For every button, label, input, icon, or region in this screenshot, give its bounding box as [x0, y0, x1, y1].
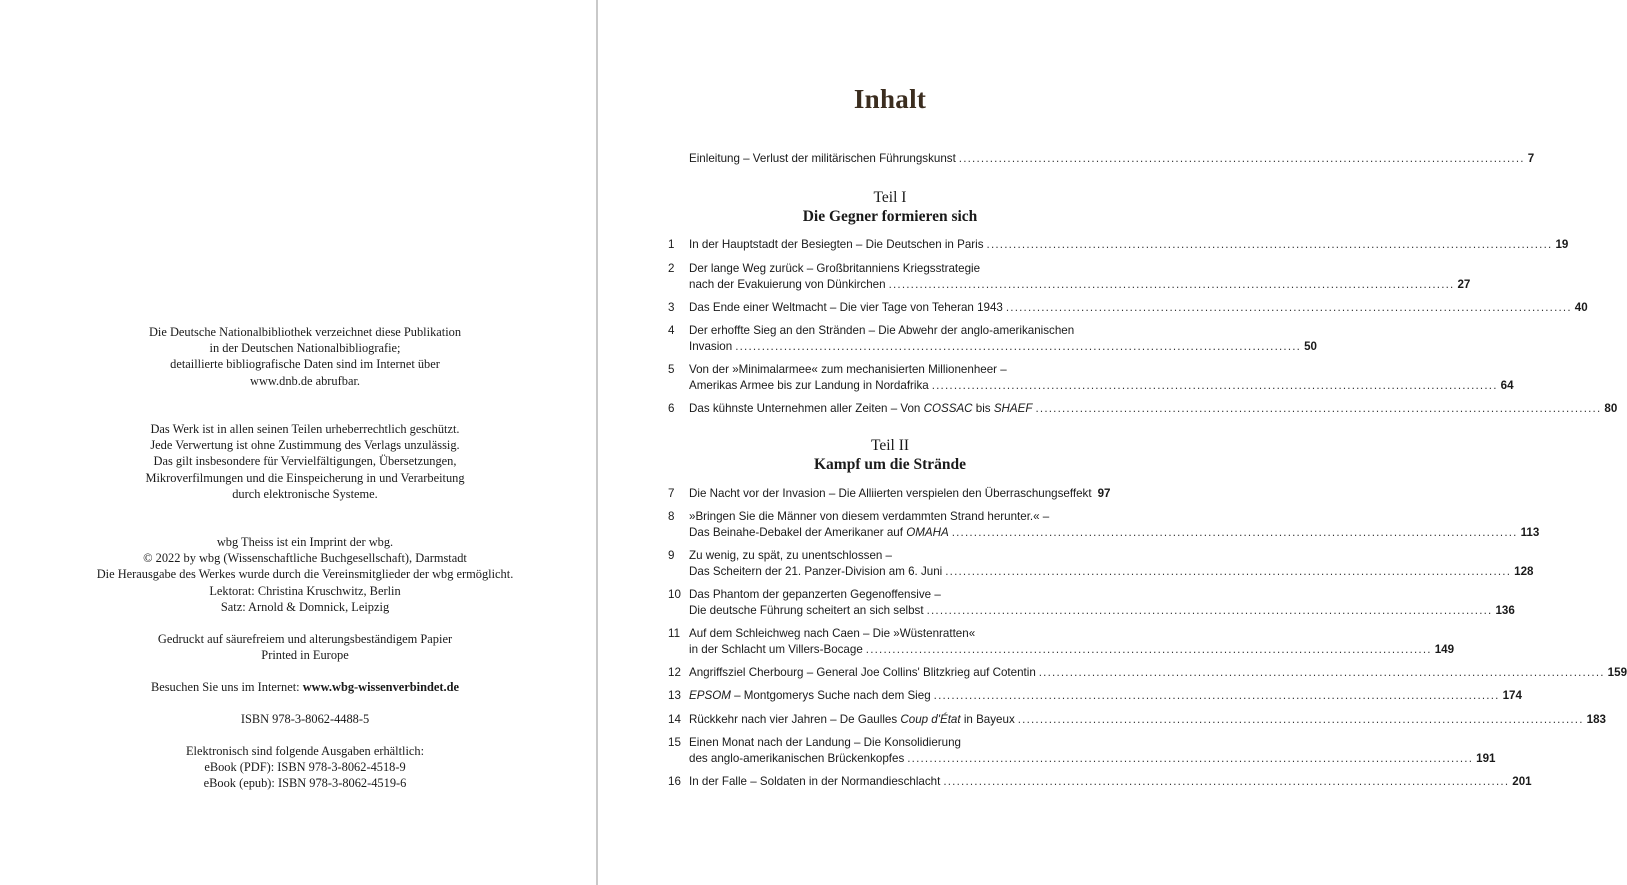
copyright-notice	[0, 421, 610, 502]
imprint-line: Mikroverfilmungen und die Einspeicherung in und Verarbeitung	[145, 470, 465, 485]
leader-dots: ................................................................................................................................	[951, 526, 1518, 539]
leader-dots: ................................................................................................................................	[933, 689, 1500, 702]
imprint-line: Das gilt insbesondere für Vervielfältigungen, Übersetzungen,	[153, 454, 457, 469]
entry-text: Das Ende einer Weltmacht – Die vier Tage von Teheran 1943	[689, 301, 1003, 314]
entry-text: In der Hauptstadt der Besiegten – Die Deutschen in Paris	[689, 238, 984, 251]
imprint-line: Satz: Arnold & Domnick, Leipzig	[220, 599, 390, 614]
leader-dots: ................................................................................................................................	[926, 604, 1493, 617]
leader-dots: ................................................................................................................................	[958, 152, 1525, 165]
chapter-number: 8	[668, 510, 675, 523]
imprint-line: durch elektronische Systeme.	[232, 486, 378, 501]
entry-text: Das Scheitern der 21. Panzer-Division am 6. Juni	[689, 565, 943, 578]
page-number: 40	[1574, 301, 1588, 314]
isbn-line	[0, 711, 610, 727]
chapter-number: 4	[668, 324, 675, 337]
entry-text-line1: Das Phantom der gepanzerten Gegenoffensive –	[689, 588, 941, 601]
page-number: 128	[1514, 565, 1534, 578]
leader-dots: ................................................................................................................................	[1035, 402, 1602, 415]
leader-dots: ................................................................................................................................	[943, 775, 1510, 788]
imprint-line: Gedruckt auf säurefreiem und alterungsbeständigem Papier	[157, 632, 453, 646]
chapter-number: 3	[668, 301, 675, 314]
page-number: 201	[1512, 775, 1532, 788]
entry-text: Das kühnste Unternehmen aller Zeiten – Von COSSAC bis SHAEF	[689, 402, 1033, 415]
chapter-number: 7	[668, 487, 675, 500]
page-number: 27	[1457, 278, 1471, 291]
website-line	[0, 679, 610, 695]
publisher-info	[0, 534, 610, 615]
dnb-notice	[0, 324, 610, 389]
entry-text: des anglo-amerikanischen Brückenkopfes	[689, 752, 905, 765]
leader-dots: ................................................................................................................................	[865, 643, 1432, 656]
entry-text: In der Falle – Soldaten in der Normandieschlacht	[689, 775, 941, 788]
page-number: 149	[1434, 643, 1455, 656]
imprint-line: www.dnb.de abrufbar.	[250, 373, 360, 388]
entry-text: Die Nacht vor der Invasion – Die Alliierten verspielen den Überraschungseffekt	[689, 487, 1092, 500]
part-title: Kampf um die Strände	[814, 456, 966, 473]
imprint-line: eBook (epub): ISBN 978-3-8062-4519-6	[203, 776, 407, 791]
leader-dots: ................................................................................................................................	[986, 238, 1553, 251]
imprint-line: detaillierte bibliografische Daten sind im Internet über	[170, 357, 440, 372]
leader-dots: ................................................................................................................................	[888, 278, 1455, 291]
imprint-line: Printed in Europe	[261, 648, 349, 663]
website-line-text	[0, 679, 610, 695]
imprint-line: in der Deutschen Nationalbibliografie;	[209, 341, 401, 356]
page-number: 7	[1527, 152, 1535, 165]
website-label: Besuchen Sie uns im Internet:	[150, 680, 303, 694]
page-number: 64	[1500, 379, 1514, 392]
leader-dots: ................................................................................................................................	[1017, 713, 1584, 726]
leader-dots: ................................................................................................................................	[1038, 666, 1605, 679]
imprint-line: Die Herausgabe des Werkes wurde durch die Vereinsmitglieder der wbg ermöglicht.	[96, 567, 514, 582]
part-label: Teil I	[873, 189, 907, 206]
entry-text-line1: »Bringen Sie die Männer von diesem verdammten Strand herunter.« –	[689, 510, 1050, 523]
imprint-line: Elektronisch sind folgende Ausgaben erhältlich:	[185, 744, 425, 758]
chapter-number: 10	[668, 588, 681, 601]
entry-text: Invasion	[689, 340, 733, 353]
entry-text-line1: Zu wenig, zu spät, zu unentschlossen –	[689, 549, 893, 562]
part-heading-1	[598, 188, 1182, 226]
chapter-number: 9	[668, 549, 675, 562]
imprint-line: Die Deutsche Nationalbibliothek verzeichnet diese Publikation	[148, 325, 462, 339]
part-title: Die Gegner formieren sich	[802, 208, 978, 225]
chapter-number: 2	[668, 262, 675, 275]
leader-dots: ................................................................................................................................	[931, 379, 1498, 392]
part-label: Teil II	[870, 437, 910, 454]
entry-text: Das Beinahe-Debakel der Amerikaner auf OMAHA	[689, 526, 949, 539]
entry-text-line1: Auf dem Schleichweg nach Caen – Die »Wüstenratten«	[689, 627, 976, 640]
entry-text: Amerikas Armee bis zur Landung in Nordafrika	[689, 379, 929, 392]
entry-text: Die deutsche Führung scheitert an sich selbst	[689, 604, 924, 617]
leader-dots: ................................................................................................................................	[907, 752, 1474, 765]
ebook-editions	[0, 743, 610, 792]
imprint-line: Jede Verwertung ist ohne Zustimmung des Verlags unzulässig.	[150, 438, 460, 453]
website-link[interactable]: www.wbg-wissenverbindet.de	[302, 680, 460, 694]
imprint-line: Das Werk ist in allen seinen Teilen urheberrechtlich geschützt.	[150, 422, 460, 436]
page-number: 136	[1495, 604, 1515, 617]
entry-text: Rückkehr nach vier Jahren – De Gaulles Coup d'État in Bayeux	[689, 713, 1015, 726]
leader-dots: ................................................................................................................................	[735, 340, 1302, 353]
entry-text: in der Schlacht um Villers-Bocage	[689, 643, 863, 656]
toc-page	[598, 0, 1627, 885]
chapter-number: 1	[668, 238, 675, 251]
entry-text: Einleitung – Verlust der militärischen Führungskunst	[689, 152, 956, 165]
chapter-number: 6	[668, 402, 675, 415]
chapter-number: 11	[668, 627, 681, 640]
entry-text-line1: Der lange Weg zurück – Großbritanniens Kriegsstrategie	[689, 262, 981, 275]
toc-title: Inhalt	[853, 84, 927, 114]
page-number: 50	[1304, 340, 1317, 353]
chapter-number: 16	[668, 775, 681, 788]
page-number: 191	[1476, 752, 1496, 765]
page-number: 80	[1604, 402, 1618, 415]
entry-text-line1: Einen Monat nach der Landung – Die Konsolidierung	[689, 736, 962, 749]
entry-text-line1: Von der »Minimalarmee« zum mechanisierten Millionenheer –	[689, 363, 1007, 376]
chapter-number: 5	[668, 363, 675, 376]
entry-text-line1: Der erhoffte Sieg an den Stränden – Die Abwehr der anglo-amerikanischen	[689, 324, 1075, 337]
part-heading-2	[598, 436, 1182, 474]
imprint-line: © 2022 by wbg (Wissenschaftliche Buchgesellschaft), Darmstadt	[143, 551, 467, 566]
printing-info	[0, 631, 610, 663]
entry-text: Angriffsziel Cherbourg – General Joe Collins' Blitzkrieg auf Cotentin	[689, 666, 1036, 679]
page-number: 174	[1502, 689, 1522, 702]
page-number: 97	[1097, 487, 1111, 500]
page-number: 19	[1555, 238, 1569, 251]
entry-text: nach der Evakuierung von Dünkirchen	[689, 278, 886, 291]
chapter-number: 15	[668, 736, 681, 749]
page-number: 183	[1586, 713, 1606, 726]
imprint-line: Lektorat: Christina Kruschwitz, Berlin	[209, 583, 401, 598]
page-number: 159	[1607, 666, 1627, 679]
isbn: ISBN 978-3-8062-4488-5	[240, 712, 370, 726]
imprint-page	[0, 0, 596, 885]
imprint-line: wbg Theiss ist ein Imprint der wbg.	[216, 535, 394, 549]
entry-text: EPSOM – Montgomerys Suche nach dem Sieg	[689, 689, 931, 702]
chapter-number: 12	[668, 666, 681, 679]
chapter-number: 13	[668, 689, 681, 702]
page-number: 113	[1520, 526, 1540, 539]
leader-dots: ................................................................................................................................	[945, 565, 1512, 578]
chapter-number: 14	[668, 713, 681, 726]
leader-dots: ................................................................................................................................	[1005, 301, 1572, 314]
imprint-line: eBook (PDF): ISBN 978-3-8062-4518-9	[204, 760, 406, 775]
